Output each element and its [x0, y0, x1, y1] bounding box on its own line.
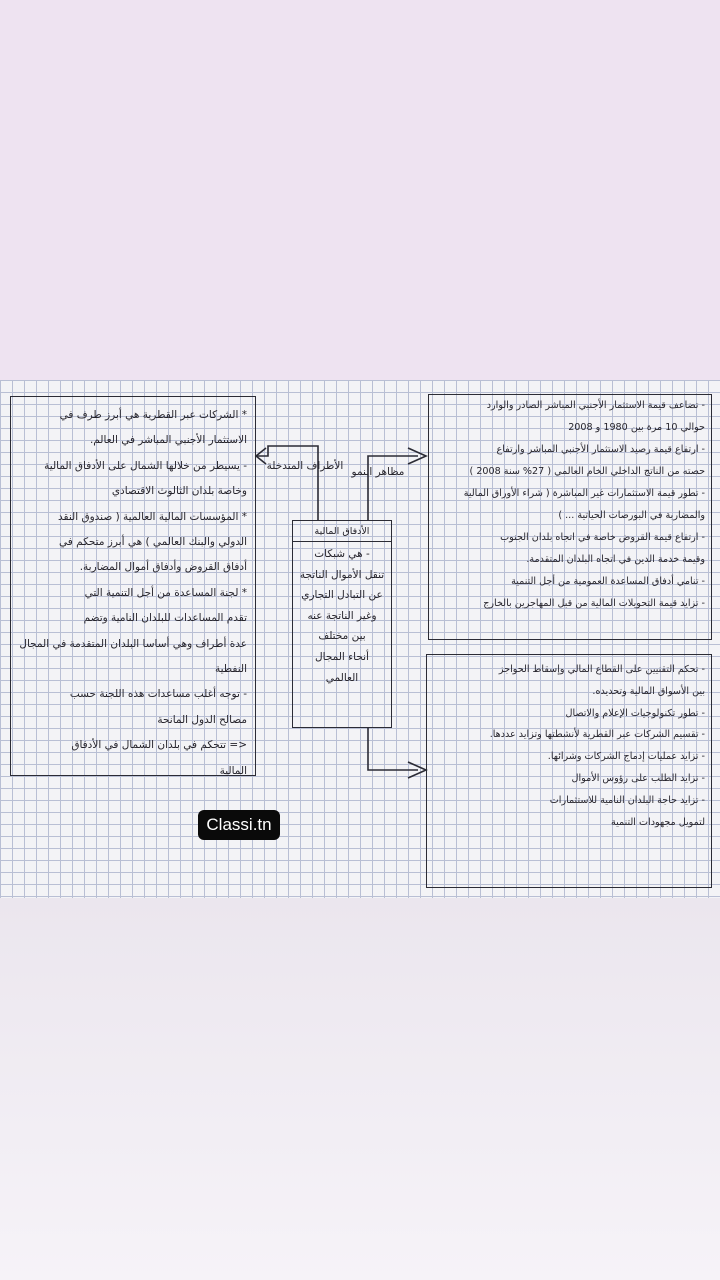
factors-line: - تزايد الطلب على رؤوس الأموال	[571, 772, 705, 784]
definition-line: - هي شبكات	[314, 548, 370, 560]
actors-line: عدة أطراف وهي أساسا البلدان المتقدمة في المجال	[19, 637, 247, 650]
actors-line: <= تتحكم في بلدان الشمال في الأدفاق	[71, 739, 247, 752]
definition-line: وغير الناتجة عنه	[307, 609, 377, 622]
aspects-line: - تضاعف قيمة الاستثمار الأجنبي المباشر الصادر والوارد	[486, 400, 705, 411]
aspects-label: مظاهر النمو	[351, 466, 405, 478]
definition-heading: الأدفاق المالية	[293, 523, 391, 542]
factors-line: لتمويل مجهودات التنمية	[611, 816, 705, 828]
arrow-to-aspects	[368, 456, 418, 520]
aspects-line: - ارتفاع قيمة رصيد الاستثمار الأجنبي المباشر وارتفاع	[496, 444, 705, 455]
aspects-line: - ارتفاع قيمة القروض خاصة في اتجاه بلدان الجنوب	[500, 532, 705, 543]
bottom-background	[0, 898, 720, 1280]
factors-line: بين الأسواق المالية وتحديده.	[592, 685, 705, 697]
aspects-line: - تزايد قيمة التحويلات المالية من قبل المهاجرين بالخارج	[483, 598, 705, 609]
connector-arrows	[0, 380, 720, 898]
actors-line: * لجنة المساعدة من أجل التنمية التي	[84, 586, 247, 599]
aspects-line: وقيمة خدمة الدين في اتجاه البلدان المتقدمة.	[526, 554, 705, 565]
actors-line: - يسيطر من خلالها الشمال على الأدفاق المالية	[44, 459, 247, 472]
arrow-to-actors	[256, 446, 318, 520]
actors-line: النفطية	[214, 663, 247, 676]
definition-line: بين مختلف	[318, 630, 366, 643]
actors-line: الدولي والبنك العالمي ) هي أبرز متحكم في	[58, 536, 247, 549]
aspects-line: والمضاربة في البورصات الحياتية ... )	[558, 510, 705, 521]
actors-line: مصالح الدول المانحة	[157, 713, 247, 726]
factors-line: - تزايد عمليات إدماج الشركات وشرائها.	[547, 751, 705, 763]
definition-line: أنحاء المجال	[315, 650, 369, 663]
actors-line: * المؤسسات المالية العالمية ( صندوق النقد	[58, 510, 247, 523]
factors-line: - تحكم التقنيين على القطاع المالي وإسقاط الحواجز	[498, 664, 705, 675]
actors-line: - توجه أغلب مساعدات هذه اللجنة حسب	[69, 688, 247, 701]
actors-line: وخاصة بلدان الثالوث الاقتصادي	[111, 485, 247, 498]
actors-line: الاستثمار الأجنبي المباشر في العالم.	[89, 434, 247, 447]
definition-line: تنقل الأموال الناتجة	[299, 568, 385, 581]
actors-line: تقدم المساعدات للبلدان النامية وتضم	[83, 612, 247, 625]
factors-line: - تقسيم الشركات عبر القطرية لأنشطتها وتزايد عددها.	[489, 729, 705, 741]
definition-line: العالمي	[325, 671, 359, 684]
actors-line: أدفاق القروض وأدفاق أموال المضاربة.	[79, 561, 247, 574]
aspects-line: - تطور قيمة الاستثمارات غير المباشرة ( شراء الأوراق المالية	[463, 488, 705, 499]
aspects-line: حوالي 10 مرة بين 1980 و 2008	[568, 422, 705, 433]
definition-line: عن التبادل التجاري	[301, 589, 383, 602]
notebook-page	[0, 380, 720, 898]
actors-line: المالية	[219, 764, 247, 777]
actors-label: الأطراف المتدخلة	[266, 460, 344, 472]
aspects-line: حصته من الناتج الداخلي الخام العالمي ( 27% سنة 2008 )	[469, 466, 705, 477]
watermark-badge: Classi.tn	[198, 810, 280, 840]
aspects-line: - تنامي أدفاق المساعدة العمومية من أجل التنمية	[511, 576, 705, 587]
factors-line: - تزايد حاجة البلدان النامية للاستثمارات	[549, 794, 705, 806]
factors-line: - تطور تكنولوجيات الإعلام والاتصال	[565, 707, 705, 719]
top-background	[0, 0, 720, 380]
actors-line: * الشركات عبر القطرية هي أبرز طرف في	[59, 409, 247, 421]
